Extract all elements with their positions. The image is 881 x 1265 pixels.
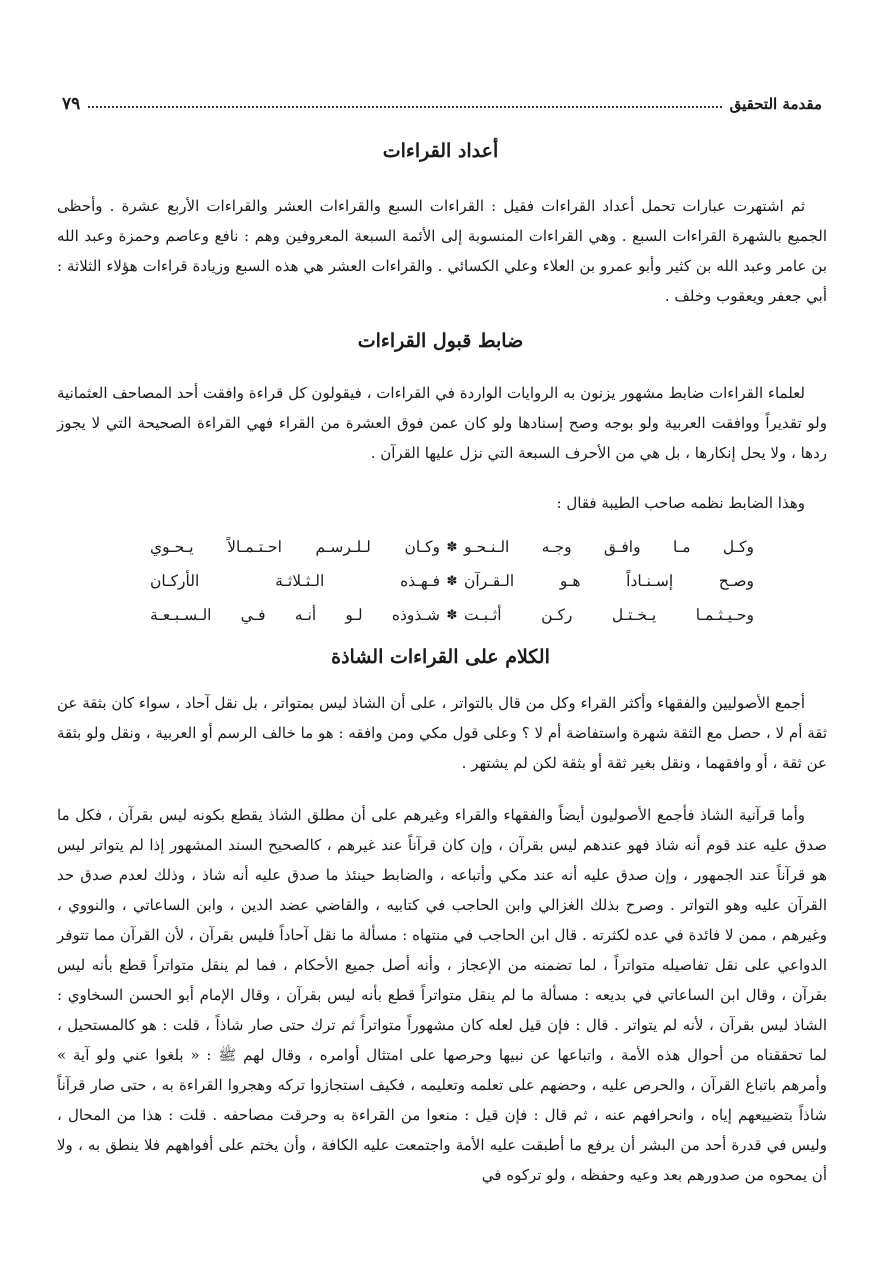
page-number: ٧٩: [62, 94, 81, 114]
paragraph-acceptance-rule: لعلماء القراءات ضابط مشهور يزنون به الروايات الواردة في القراءات ، فيقولون كل قراءة وافقت أحد المصاحف العثمانية ولو تقديراً ووافقت العربية ولو بوجه وصح إسنادها ولو كان عمن فوق العشرة من القراء فهي القراءة الصحيحة التي لا يجوز ردها ، ولا يحل إنكارها ، بل هي من الأحرف السبعة التي نزل عليها القرآن .: [57, 384, 827, 462]
verse-second-hemistich: شـذوذه لـو أنـه فـي الـسـبـعـة: [150, 606, 440, 624]
poem-block: [150, 530, 754, 632]
verse-line: [150, 598, 754, 632]
paragraph-shadh-quranic-status: وأما قرآنية الشاذ فأجمع الأصوليون أيضاً والفقهاء والقراء وغيرهم على أن مطلق الشاذ يقطع بكونه ليس بقرآن ، فكل ما صدق عليه عند قوم أنه شاذ فهو عندهم ليس بقرآن ، وإن كان قرآناً عند غيرهم ، كالصحيح السند المشهور إذا لم يتواتر ليس هو قرآناً عند الجمهور ، وإن صدق عليه أنه عند مكي وأتباعه ، والضابط حينئذ ما صدق عليه أنه شاذ ، وذلك لعدم صدق حد القرآن عليه وهو التواتر . وصرح بذلك الغزالي وابن الحاجب في كتابيه ، والقاضي عضد الدين ، وابن الساعاتي ، والنووي ، وغيرهم ، ممن لا فائدة في عده لكثرته . قال ابن الحاجب في منتهاه : مسألة ما نقل آحاداً فليس بقرآن ، لأن القرآن مما تتوفر الدواعي على نقل تفاصيله متواتراً ، لما تضمنه من الإعجاز ، وأنه أصل جميع الأحكام ، فما لم ينقل متواتراً قطع بأنه ليس بقرآن ، وقال ابن الساعاتي في بديعه : مسألة ما لم ينقل متواتراً قطع بأنه ليس بقرآن ، وقال الإمام أبو الحسن السخاوي : الشاذ ليس بقرآن ، لأنه لم يتواتر . قال : فإن قيل لعله كان مشهوراً متواتراً ثم ترك حتى صار شاذاً ، قلت : هو كالمستحيل ، لما تحققناه من أحوال هذه الأمة ، واتباعها عن نبيها وحرصها على امتثال أوامره ، وقال لهم ﷺ : « بلغوا عني ولو آية » وأمرهم باتباع القرآن ، والحرص عليه ، وحضهم على تعلمه وتعليمه ، فكيف استجازوا تركه وهجروا القراءة به ، حتى صار قرآناً شاذاً بتضييعهم إياه ، وانحرافهم عنه ، ثم قال : فإن قيل : منعوا من القراءة به وحرقت مصاحفه . قلت : هذا من المحال ، وليس في قدرة أحد من البشر أن يرفع ما أطبقت عليه الأمة واجتمعت عليه الكافة ، وأن يختم على أفواههم فلا ينطق به ، ولا أن يمحوه من صدورهم بعد وعيه وحفظه ، ولو تركوه في: [57, 806, 827, 1184]
running-title: مقدمة التحقيق: [729, 95, 822, 113]
dotted-leader: [88, 106, 721, 108]
section-title-reading-counts: أعداد القراءات: [382, 140, 499, 162]
verse-line: [150, 530, 754, 564]
verse-second-hemistich: فـهـذه الـثـلاثـة الأركـان: [150, 572, 440, 590]
verse-first-hemistich: وحـيـثـمـا يـخـتـل ركـن أثـبـت: [464, 606, 754, 624]
star-separator-icon: ✽: [446, 607, 458, 623]
verse-first-hemistich: وصـح إسـنـاداً هـو الـقـرآن: [464, 572, 754, 590]
star-separator-icon: ✽: [446, 539, 458, 555]
paragraph-poem-intro: وهذا الضابط نظمه صاحب الطيبة فقال :: [556, 494, 805, 512]
running-header: [62, 92, 822, 116]
verse-line: [150, 564, 754, 598]
star-separator-icon: ✽: [446, 573, 458, 589]
verse-second-hemistich: وكـان لـلـرسـم احـتـمـالاً يـحـوي: [150, 538, 440, 556]
section-title-shadh-readings: الكلام على القراءات الشاذة: [331, 646, 550, 668]
section-title-acceptance-rule: ضابط قبول القراءات: [357, 330, 524, 352]
paragraph-reading-counts: ثم اشتهرت عبارات تحمل أعداد القراءات فقيل : القراءات السبع والقراءات العشر والقراءات الأربع عشرة . وأحظى الجميع بالشهرة القراءات السبع . وهي القراءات المنسوبة إلى الأئمة السبعة المعروفين وهم : نافع وعاصم وحمزة وعبد الله بن عامر وعبد الله بن كثير وأبو عمرو بن العلاء وعلي الكسائي . والقراءات العشر هي هذه السبع وزيادة قراءات هؤلاء الثلاثة : أبي جعفر ويعقوب وخلف .: [57, 197, 827, 305]
verse-first-hemistich: وكـل مـا وافـق وجـه الـنـحـو: [464, 538, 754, 556]
paragraph-shadh-definition: أجمع الأصوليين والفقهاء وأكثر القراء وكل من قال بالتواتر ، على أن الشاذ ليس بمتواتر ، بل نقل آحاد ، سواء كان بثقة عن ثقة أم لا ، حصل مع الثقة شهرة واستفاضة أم لا ؟ وعلى قول مكي ومن وافقه : هو ما خالف الرسم أو العربية ، ونقل ولو بثقة عن ثقة ، أو وافقهما ، ونقل بغير ثقة أو بثقة لكن لم يشتهر .: [57, 694, 827, 772]
